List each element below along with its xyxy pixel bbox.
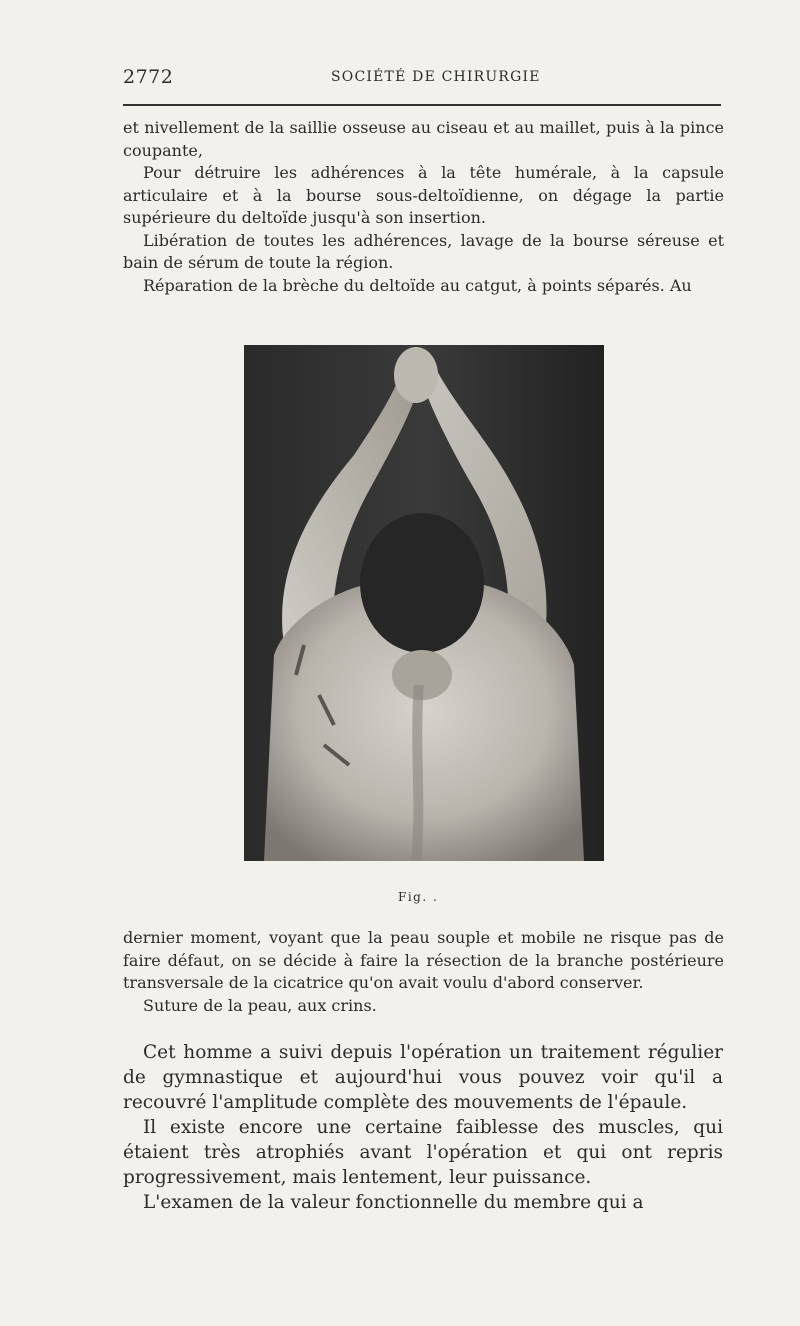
page-header <box>123 66 720 96</box>
paragraph: et nivellement de la saillie osseuse au ciseau et au maillet, puis à la pince coupante, <box>123 118 724 160</box>
header-rule <box>123 104 721 106</box>
patient-back-photograph <box>244 345 604 861</box>
photograph-illustration <box>244 345 604 861</box>
operation-notes-continued <box>123 927 724 1017</box>
paragraph: L'examen de la valeur fonctionnelle du membre qui a <box>143 1192 644 1213</box>
page-number: 2772 <box>123 66 174 88</box>
paragraph: Il existe encore une certaine faiblesse des muscles, qui étaient très atrophiés avant l'opération et qui ont repris progressivement, mais lentement, leur puissance. <box>123 1117 723 1188</box>
running-title: SOCIÉTÉ DE CHIRURGIE <box>331 69 541 85</box>
figure-caption: Fig. . <box>398 890 439 904</box>
paragraph: Suture de la peau, aux crins. <box>143 995 377 1015</box>
paragraph: Libération de toutes les adhérences, lavage de la bourse séreuse et bain de sérum de toute la région. <box>123 230 724 272</box>
paragraph: dernier moment, voyant que la peau souple et mobile ne risque pas de faire défaut, on se décide à faire la résection de la branche postérieure transversale de la cicatrice qu'on avait voulu d'abord conserver. <box>123 928 724 992</box>
paragraph: Pour détruire les adhérences à la tête humérale, à la capsule articulaire et à la bourse sous-deltoïdienne, on dégage la partie supérieure du deltoïde jusqu'à son insertion. <box>123 163 724 227</box>
paragraph: Réparation de la brèche du deltoïde au catgut, à points séparés. Au <box>143 275 692 295</box>
main-text <box>123 1040 723 1215</box>
operation-notes <box>123 117 724 297</box>
paragraph: Cet homme a suivi depuis l'opération un traitement régulier de gymnastique et aujourd'hui vous pouvez voir qu'il a recouvré l'amplitude complète des mouvements de l'épaule. <box>123 1042 723 1113</box>
